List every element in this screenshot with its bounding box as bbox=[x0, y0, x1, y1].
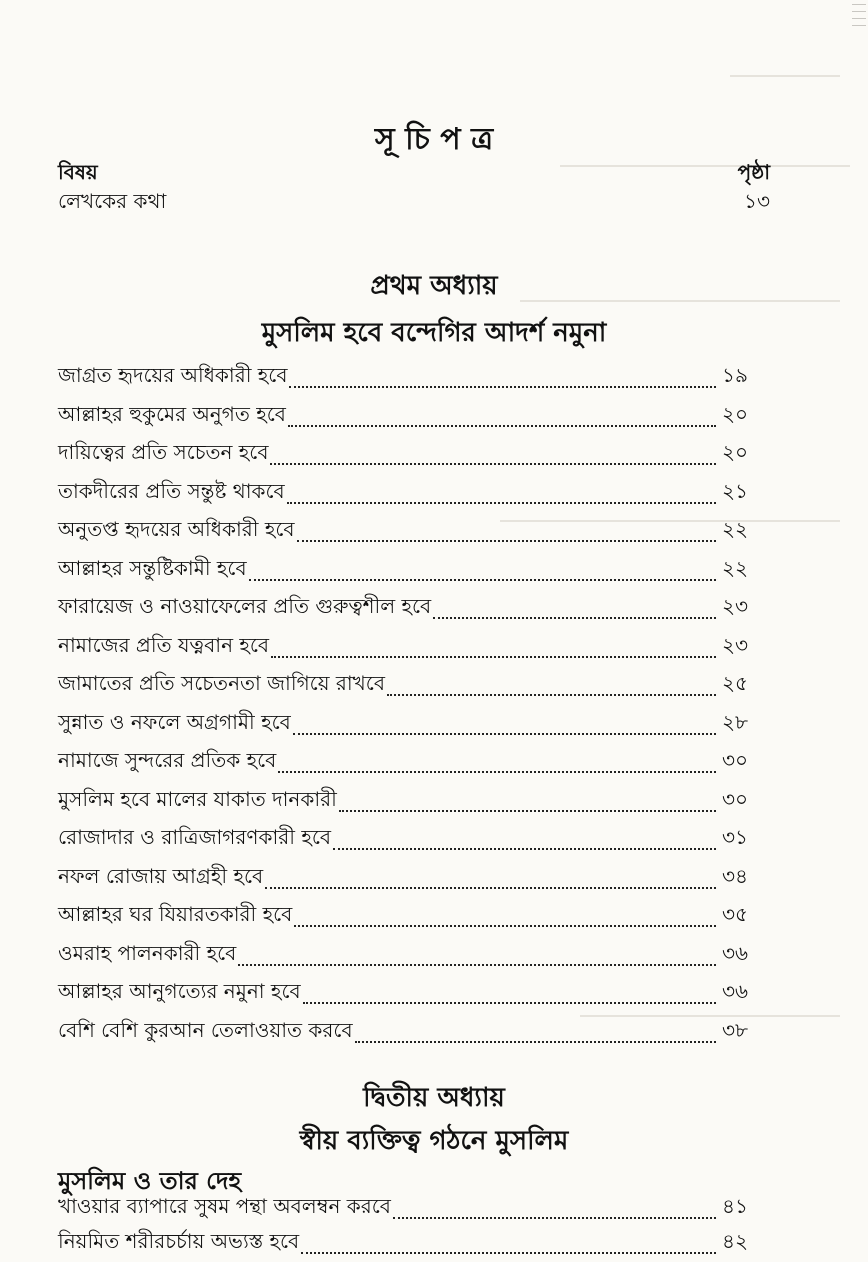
bleed-through bbox=[580, 1015, 840, 1017]
toc-entry-page: ৪২ bbox=[722, 1229, 748, 1253]
toc-entry-label: আল্লাহর হুকুমের অনুগত হবে bbox=[58, 401, 286, 426]
toc-entry-label: নফল রোজায় আগ্রহী হবে bbox=[58, 863, 264, 888]
chapter-2-title: দ্বিতীয় অধ্যায় bbox=[363, 1083, 505, 1113]
subject-header: বিষয় bbox=[58, 160, 98, 184]
toc-row[interactable] bbox=[58, 865, 770, 895]
toc-entry-page: ৩০ bbox=[722, 786, 749, 811]
toc-entry-label: আল্লাহর সন্তুষ্টিকামী হবে bbox=[58, 555, 247, 580]
toc-entry-label: নামাজে সুন্দরের প্রতিক হবে bbox=[58, 748, 277, 772]
toc-entry-page: ৩০ bbox=[722, 748, 749, 772]
toc-row[interactable] bbox=[58, 980, 770, 1010]
toc-row[interactable] bbox=[58, 1230, 770, 1260]
bleed-through bbox=[730, 75, 840, 77]
toc-entry-label: দায়িত্বের প্রতি সচেতন হবে bbox=[58, 440, 269, 464]
dot-leader bbox=[301, 1251, 716, 1254]
dot-leader bbox=[249, 578, 716, 581]
toc-entry-page: ১৯ bbox=[722, 363, 748, 387]
toc-row[interactable] bbox=[58, 557, 770, 587]
toc-entry-page: ২০ bbox=[722, 440, 749, 464]
toc-row[interactable] bbox=[58, 672, 770, 702]
toc-row-intro[interactable] bbox=[58, 190, 770, 220]
toc-entry-label: সুন্নাত ও নফলে অগ্রগামী হবে bbox=[58, 709, 291, 734]
toc-entry-page: ২২ bbox=[722, 517, 749, 541]
dot-leader bbox=[297, 539, 717, 542]
toc-row[interactable] bbox=[58, 595, 770, 625]
toc-entry-label: ফারায়েজ ও নাওয়াফেলের প্রতি গুরুত্বশীল হবে bbox=[58, 594, 432, 618]
toc-entry-label: জাগ্রত হৃদয়ের অধিকারী হবে bbox=[58, 363, 288, 387]
page-header: পৃষ্ঠা bbox=[737, 160, 770, 184]
dot-leader bbox=[287, 501, 716, 504]
toc-entry-page: ৩৫ bbox=[722, 902, 748, 926]
chapter-1-subtitle: মুসলিম হবে বন্দেগির আদর্শ নমুনা bbox=[261, 318, 607, 348]
toc-row[interactable] bbox=[58, 1019, 770, 1049]
toc-entry-label: আল্লাহর আনুগত্যের নমুনা হবে bbox=[58, 979, 301, 1003]
toc-entry-label: আল্লাহর ঘর যিয়ারতকারী হবে bbox=[58, 902, 293, 926]
section-heading: মুসলিম ও তার দেহ bbox=[58, 1167, 242, 1195]
toc-entry-page: ২৫ bbox=[722, 671, 748, 695]
page-edge-mark bbox=[852, 4, 866, 44]
toc-entry-label: অনুতপ্ত হৃদয়ের অধিকারী হবে bbox=[58, 517, 295, 541]
toc-entry-page: ১৩ bbox=[744, 189, 770, 213]
toc-row[interactable] bbox=[58, 711, 770, 741]
dot-leader bbox=[339, 809, 716, 812]
toc-entry-label: লেখকের কথা bbox=[58, 189, 167, 213]
dot-leader bbox=[265, 886, 716, 889]
toc-entry-label: নামাজের প্রতি যত্নবান হবে bbox=[58, 632, 270, 657]
dot-leader bbox=[278, 770, 716, 773]
dot-leader bbox=[288, 424, 716, 427]
chapter-1-title: প্রথম অধ্যায় bbox=[370, 271, 498, 301]
toc-entry-page: ২১ bbox=[722, 478, 748, 503]
toc-row[interactable] bbox=[58, 942, 770, 972]
toc-entry-label: মুসলিম হবে মালের যাকাত দানকারী bbox=[58, 786, 337, 811]
dot-leader bbox=[433, 616, 716, 619]
toc-entry-page: ৩৪ bbox=[722, 863, 748, 888]
toc-entry-label: ওমরাহ পালনকারী হবে bbox=[58, 940, 237, 965]
toc-entry-page: ৪১ bbox=[722, 1194, 748, 1218]
toc-row[interactable] bbox=[58, 403, 770, 433]
toc-entry-page: ৩৮ bbox=[722, 1017, 748, 1042]
toc-entry-label: তাকদীরের প্রতি সন্তুষ্ট থাকবে bbox=[58, 478, 285, 503]
toc-entry-label: খাওয়ার ব্যাপারে সুষম পন্থা অবলম্বন করবে bbox=[58, 1194, 391, 1218]
toc-entry-label: জামাতের প্রতি সচেতনতা জাগিয়ে রাখবে bbox=[58, 671, 385, 695]
toc-entry-label: রোজাদার ও রাত্রিজাগরণকারী হবে bbox=[58, 825, 332, 849]
dot-leader bbox=[289, 385, 716, 388]
dot-leader bbox=[293, 732, 716, 735]
toc-entry-page: ২৩ bbox=[722, 594, 749, 618]
toc-entry-page: ৩৬ bbox=[722, 979, 749, 1003]
toc-entry-label: বেশি বেশি কুরআন তেলাওয়াত করবে bbox=[58, 1017, 353, 1042]
toc-entry-page: ২৮ bbox=[722, 709, 748, 734]
toc-entry-page: ২০ bbox=[722, 401, 749, 426]
toc-row[interactable] bbox=[58, 634, 770, 664]
toc-entry-page: ২২ bbox=[722, 555, 749, 580]
dot-leader bbox=[333, 847, 716, 850]
dot-leader bbox=[270, 462, 716, 465]
dot-leader bbox=[294, 924, 716, 927]
dot-leader bbox=[393, 1216, 716, 1219]
dot-leader bbox=[355, 1040, 716, 1043]
toc-row[interactable] bbox=[58, 441, 770, 471]
chapter-2-subtitle: স্বীয় ব্যক্তিত্ব গঠনে মুসলিম bbox=[299, 1126, 569, 1156]
toc-entry-page: ৩১ bbox=[722, 825, 748, 849]
toc-row[interactable] bbox=[58, 518, 770, 548]
toc-row[interactable] bbox=[58, 1195, 770, 1225]
toc-row[interactable] bbox=[58, 364, 770, 394]
toc-row[interactable] bbox=[58, 749, 770, 779]
toc-row[interactable] bbox=[58, 903, 770, 933]
dot-leader bbox=[238, 963, 716, 966]
dot-leader bbox=[387, 693, 716, 696]
dot-leader bbox=[303, 1001, 716, 1004]
toc-row[interactable] bbox=[58, 480, 770, 510]
toc-entry-page: ৩৬ bbox=[722, 940, 749, 965]
page-title: সূ চি প ত্র bbox=[374, 122, 494, 157]
toc-row[interactable] bbox=[58, 826, 770, 856]
dot-leader bbox=[271, 655, 716, 658]
toc-entry-page: ২৩ bbox=[722, 632, 749, 657]
toc-entry-label: নিয়মিত শরীরচর্চায় অভ্যস্ত হবে bbox=[58, 1229, 300, 1253]
toc-row[interactable] bbox=[58, 788, 770, 818]
